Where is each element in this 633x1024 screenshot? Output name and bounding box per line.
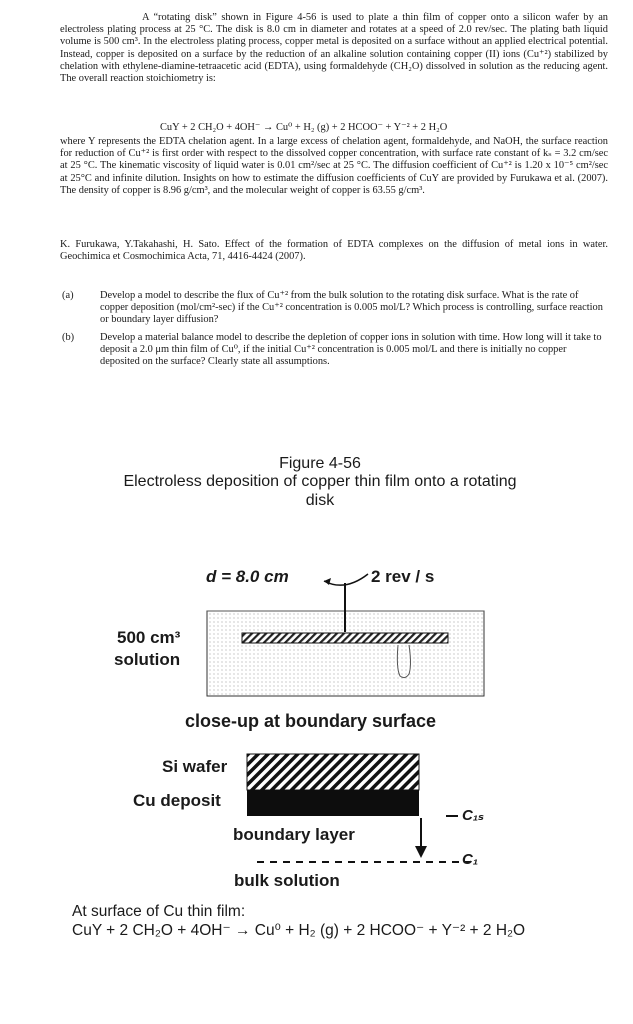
rotating-disk bbox=[242, 633, 448, 643]
c1s-label: C₁ₛ bbox=[462, 807, 484, 824]
question-b-label: (b) bbox=[62, 332, 75, 343]
reaction-equation: CuY + 2 CH₂O + 4OH⁻ → Cu⁰ + H₂ (g) + 2 HCOO⁻ + Y⁻² + 2 H₂O bbox=[160, 122, 448, 133]
question-b-text: Develop a material balance model to describe the depletion of copper ions in solution with time. How long will it take to deposit a 2.0 μm thin film of Cu⁰, if the initial Cu⁺² concentration is 0.005 mol/L and there is initially no copper deposited on the surface? Clearly state all assumptions. bbox=[100, 332, 602, 368]
problem-intro-paragraph: A “rotating disk” shown in Figure 4-56 is used to plate a thin film of copper onto a silicon wafer by an electroless plating process at 25 °C. The disk is 8.0 cm in diameter and rotates at a speed of 2.0 rev/sec. The plating bath liquid volume is 500 cm³. In the electroless plating process, copper metal is deposited on a surface without an applied electrical potential. Instead, copper is deposited on a surface by the reduction of an alkaline solution containing copper (II) ions (Cu⁺²) stabilized by chelation with ethylene-diamine-tetraacetic acid (EDTA), using formaldehyde (CH₂O) dissolved in solution as the reducing agent. The overall reaction stoichiometry is: bbox=[60, 12, 608, 85]
cu-deposit-layer bbox=[247, 790, 419, 816]
si-wafer-label: Si wafer bbox=[162, 757, 228, 776]
c1-label: C₁ bbox=[462, 851, 479, 868]
closeup-label: close-up at boundary surface bbox=[185, 711, 437, 731]
solution-label: solution bbox=[114, 650, 181, 669]
si-wafer-layer bbox=[247, 754, 419, 790]
bulk-solution-label: bulk solution bbox=[234, 871, 340, 890]
boundary-layer-label: boundary layer bbox=[233, 825, 355, 844]
question-a-label: (a) bbox=[62, 290, 74, 301]
question-a-text: Develop a model to describe the flux of Cu⁺² from the bulk solution to the rotating disk surface. What is the rate of copper deposition (mol/cm²-sec) if the Cu⁺² concentration is 0.005 mol/L? Which process is controlling, surface reaction or boundary layer diffusion? bbox=[100, 290, 603, 326]
problem-parameters-paragraph: where Y represents the EDTA chelation agent. In a large excess of chelation agent, formaldehyde, and NaOH, the surface reaction for reduction of Cu⁺² is first order with respect to the dissolved copper concentration, with surface rate constant of kₛ = 3.2 cm/sec at 25 °C. The kinematic viscosity of liquid water is 0.01 cm²/sec at 25 °C. The diffusion coefficient of Cu⁺² is 1.20 x 10⁻⁵ cm²/sec at 25°C and infinite dilution. Insights on how to estimate the diffusion coefficients of CuY are provided by Furukawa et al. (2007). The density of copper is 8.96 g/cm³, and the molecular weight of copper is 63.55 g/cm³. bbox=[60, 136, 608, 196]
diameter-label: d = 8.0 cm bbox=[206, 567, 289, 586]
rotation-speed-label: 2 rev / s bbox=[371, 567, 435, 586]
surface-reaction-equation: CuY + 2 CH₂O + 4OH⁻ → Cu⁰ + H₂ (g) + 2 HCOO⁻ + Y⁻² + 2 H₂O bbox=[72, 922, 526, 939]
surface-label: At surface of Cu thin film: bbox=[72, 903, 246, 920]
figure-caption: Electroless deposition of copper thin film onto a rotating disk bbox=[123, 473, 517, 509]
cu-deposit-label: Cu deposit bbox=[133, 791, 221, 810]
reference-citation: K. Furukawa, Y.Takahashi, H. Sato. Effect of the formation of EDTA complexes on the diffusion of metal ions in water. Geochimica et Cosmochimica Acta, 71, 4416-4424 (2007). bbox=[60, 239, 608, 263]
figure-number: Figure 4-56 bbox=[279, 455, 361, 472]
volume-label: 500 cm³ bbox=[117, 628, 181, 647]
